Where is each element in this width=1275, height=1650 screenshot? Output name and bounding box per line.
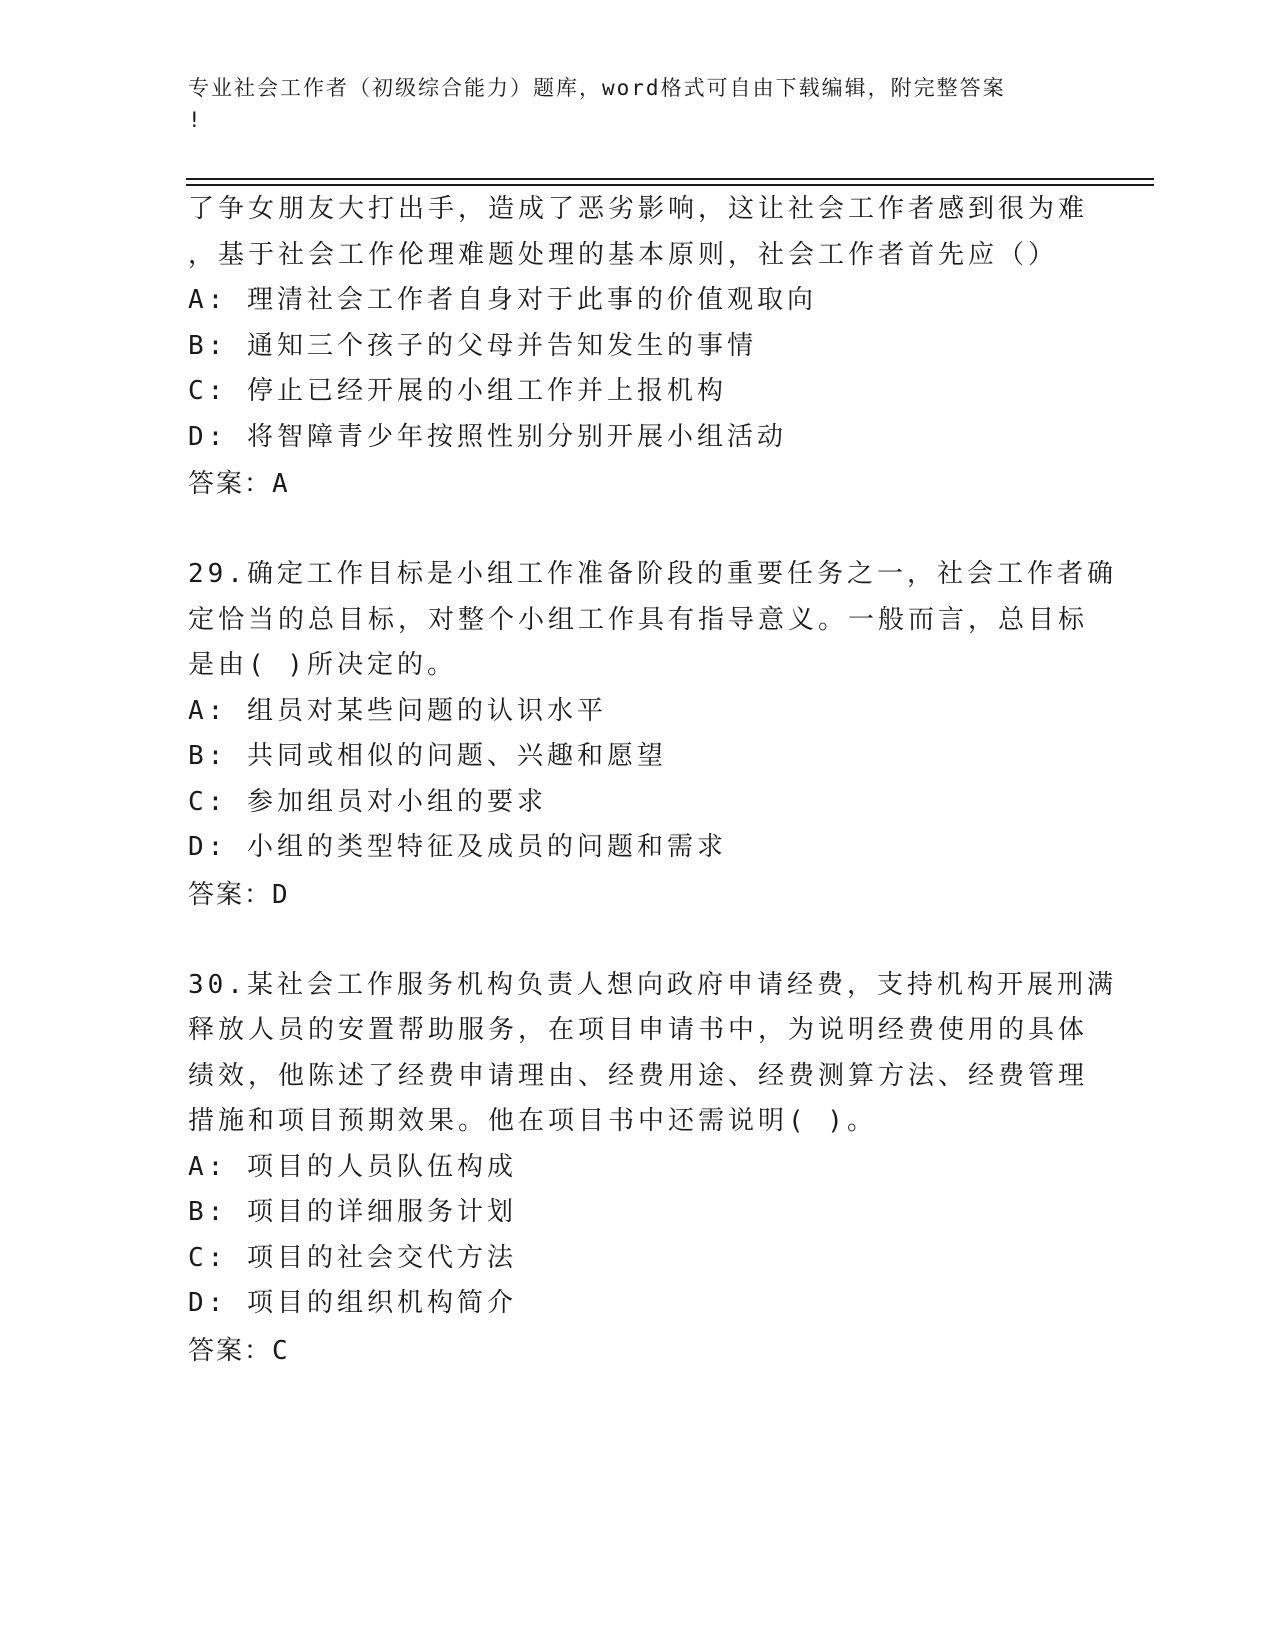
question-30 [188, 963, 1117, 1375]
question-stem-line: 定恰当的总目标，对整个小组工作具有指导意义。一般而言，总目标 [188, 604, 1089, 635]
question-stem-line: ，基于社会工作伦理难题处理的基本原则，社会工作者首先应（） [188, 239, 1059, 270]
question-stem-line: 了争女朋友大打出手，造成了恶劣影响，这让社会工作者感到很为难 [188, 194, 1089, 224]
answer-value: A [272, 469, 290, 499]
answer-label: 答案： [188, 1335, 273, 1366]
answer-label: 答案： [188, 469, 273, 499]
answer-label: 答案： [188, 879, 273, 910]
header-title-line-1: 专业社会工作者（初级综合能力）题库，word格式可自由下载编辑，附完整答案 [188, 76, 1006, 100]
option-a: A: 项目的人员队伍构成 [188, 1151, 517, 1182]
document-header [188, 72, 1068, 136]
question-28 [188, 187, 1088, 508]
header-divider-bottom [186, 184, 1154, 186]
option-b: B: 通知三个孩子的父母并告知发生的事情 [188, 330, 757, 361]
question-stem-line: 是由( )所决定的。 [188, 650, 457, 680]
option-d: D: 将智障青少年按照性别分别开展小组活动 [188, 421, 787, 452]
question-stem-line: 绩效，他陈述了经费申请理由、经费用途、经费测算方法、经费管理 [188, 1060, 1089, 1091]
option-c: C: 项目的社会交代方法 [188, 1242, 517, 1273]
option-a: A: 组员对某些问题的认识水平 [188, 695, 607, 726]
answer-line [188, 1327, 1088, 1375]
answer-line [188, 460, 1088, 508]
question-content [188, 187, 1117, 1375]
question-29 [188, 552, 1117, 919]
option-b: B: 共同或相似的问题、兴趣和愿望 [188, 741, 667, 771]
question-stem-line: 措施和项目预期效果。他在项目书中还需说明( )。 [188, 1106, 877, 1136]
answer-value: D [272, 879, 290, 910]
option-d: D: 小组的类型特征及成员的问题和需求 [188, 832, 727, 862]
header-title-line-2: ! [188, 108, 203, 132]
answer-line [188, 871, 1088, 919]
option-c: C: 参加组员对小组的要求 [188, 786, 547, 817]
option-b: B: 项目的详细服务计划 [188, 1197, 517, 1227]
option-c: C: 停止已经开展的小组工作并上报机构 [188, 376, 727, 406]
option-a: A: 理清社会工作者自身对于此事的价值观取向 [188, 285, 817, 315]
header-divider-top [186, 178, 1154, 180]
answer-value: C [272, 1335, 290, 1366]
question-stem-line: 释放人员的安置帮助服务，在项目申请书中，为说明经费使用的具体 [188, 1015, 1089, 1045]
question-stem-line: 30.某社会工作服务机构负责人想向政府申请经费，支持机构开展刑满 [188, 969, 1117, 1000]
question-stem-line: 29.确定工作目标是小组工作准备阶段的重要任务之一，社会工作者确 [188, 559, 1117, 589]
option-d: D: 项目的组织机构简介 [188, 1288, 517, 1318]
